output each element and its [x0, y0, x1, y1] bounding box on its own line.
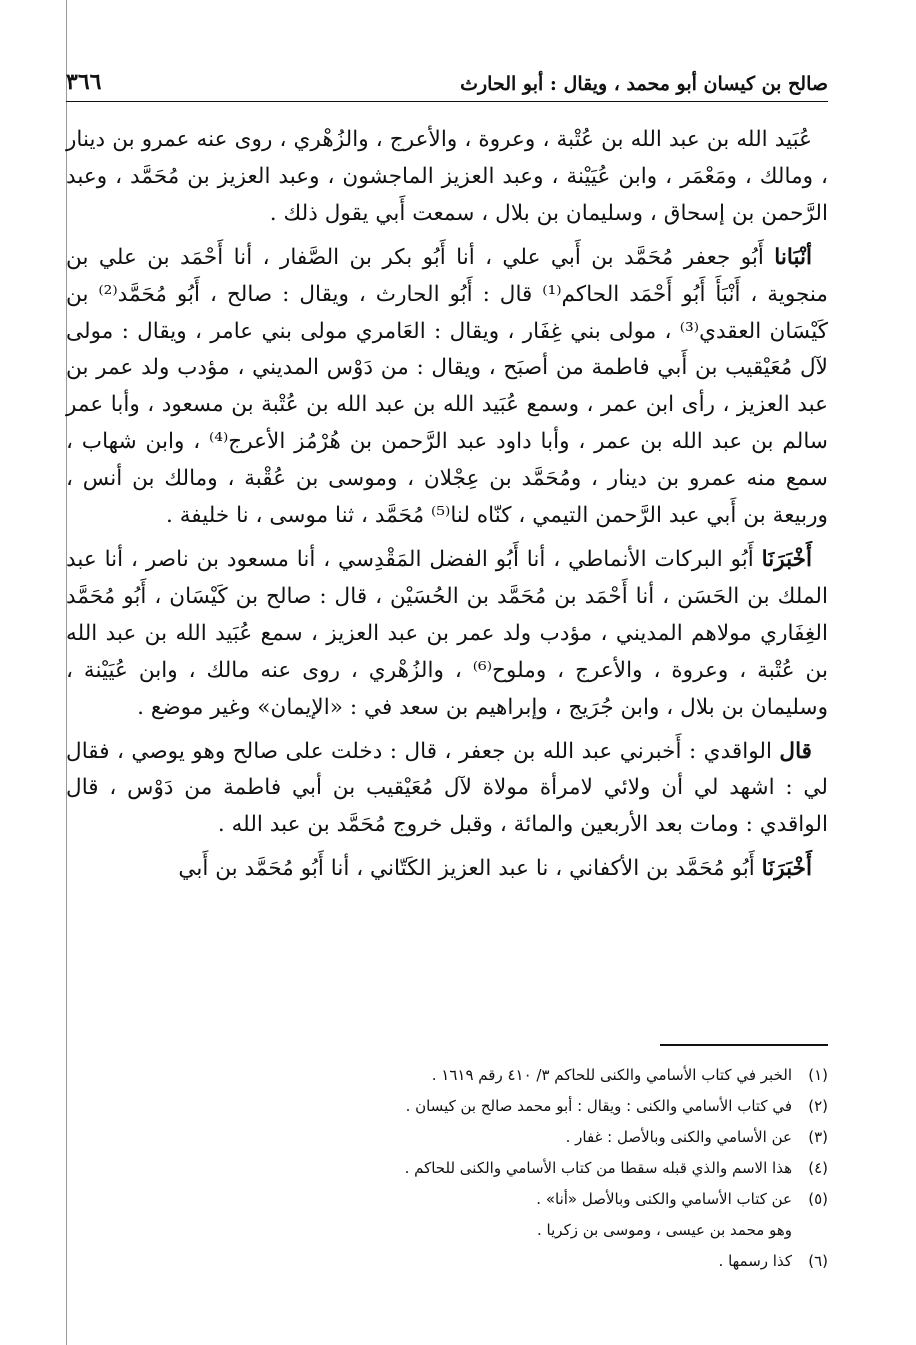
footnote-text: الخبر في كتاب الأسامي والكنى للحاكم ٣/ ٤١٠ رقم ١٦١٩ . — [431, 1066, 792, 1084]
footnote-text: عن الأسامي والكنى وبالأصل : غفار . — [565, 1128, 792, 1146]
footnotes — [106, 1060, 828, 1277]
page-number: ٣٦٦ — [66, 69, 102, 95]
paragraph — [66, 734, 828, 845]
footnote-text: عن كتاب الأسامي والكنى وبالأصل «أنا» . — [536, 1190, 792, 1208]
paragraph-text: أَبُو مُحَمَّد بن الأكفاني ، نا عبد العزيز الكَتّاني ، أنا أَبُو مُحَمَّد بن أَبي — [178, 856, 755, 882]
footnote — [106, 1246, 828, 1277]
footnote-text: وهو محمد بن عيسى ، وموسى بن زكريا . — [537, 1221, 792, 1239]
paragraph-lead: أنْبَانا — [774, 244, 812, 270]
footnote-separator — [660, 1044, 828, 1046]
paragraph — [66, 240, 828, 535]
book-page — [66, 0, 828, 1345]
footnote-number: (٤) — [808, 1159, 828, 1177]
footnote-number: (٥) — [808, 1190, 828, 1208]
footnote — [106, 1184, 828, 1215]
paragraph-lead: أَخْبَرَنَا — [761, 546, 812, 572]
footnote-number: (١) — [808, 1066, 828, 1084]
footnote-number: (٣) — [808, 1128, 828, 1146]
paragraph-text: عُبَيد الله بن عبد الله بن عُتْبة ، وعروة ، والأعرج ، والزُهْري ، روى عنه عمرو بن دينار ، ومالك ، ومَعْمَر ، وابن عُيَيْنة ، وعبد العزيز الماجشون ، وعبد العزيز بن مُحَمَّد ، وعبد الرَّحمن بن إسحاق ، وسليمان بن بلال ، سمعت أَبي يقول ذلك . — [66, 127, 828, 226]
main-text — [66, 122, 828, 895]
footnote-text: هذا الاسم والذي قبله سقطا من كتاب الأسامي والكنى للحاكم . — [404, 1159, 792, 1177]
footnote — [106, 1060, 828, 1091]
footnote-continuation — [106, 1215, 828, 1246]
footnote — [106, 1122, 828, 1153]
running-title: صالح بن كيسان أبو محمد ، ويقال : أبو الحارث — [460, 73, 828, 95]
paragraph — [66, 542, 828, 727]
page-header — [66, 62, 828, 102]
footnote — [106, 1153, 828, 1184]
footnote-number: (٦) — [808, 1252, 828, 1270]
footnote-number: (٢) — [808, 1097, 828, 1115]
paragraph-text: الواقدي : أَخبرني عبد الله بن جعفر ، قال : دخلت على صالح وهو يوصي ، فقال لي : اشهد لي أن ولائي لامرأة مولاة لآل مُعَيْقيب بن أبي فاطمة من دَوْس ، قال الواقدي : ومات بعد الأربعين والمائة ، وقبل خروج مُحَمَّد بن عبد الله . — [66, 738, 828, 838]
footnote — [106, 1091, 828, 1122]
paragraph-text: أَبُو البركات الأنماطي ، أنا أَبُو الفضل المَقْدِسي ، أنا مسعود بن ناصر ، أنا عبد الملك بن الحَسَن ، أنا أَحْمَد بن مُحَمَّد بن الحُسَيْن ، قال : صالح بن كَيْسَان ، أَبُو مُحَمَّد الغِفَاري مولاهم المديني ، مؤدب ولد عمر بن عبد العزيز ، سمع عُبَيد الله بن عبد الله بن عُتْبة ، وعروة ، والأعرج ، وملوح⁽⁶⁾ ، والزُهْري ، روى عنه مالك ، وابن عُيَيْنة ، وسليمان بن بلال ، وابن جُرَيج ، وإبراهيم بن سعد في : «الإيمان» وغير موضع . — [66, 546, 828, 720]
paragraph — [66, 851, 828, 888]
paragraph — [66, 122, 828, 233]
paragraph-text: أَبُو جعفر مُحَمَّد بن أَبي علي ، أنا أَبُو بكر بن الصَّفار ، أنا أَحْمَد بن علي بن منجوية ، أَنْبَأَ أَبُو أَحْمَد الحاكم⁽¹⁾ قال : أَبُو الحارث ، ويقال : صالح ، أَبُو مُحَمَّد⁽²⁾ بن كَيْسَان العقدي⁽³⁾ ، مولى بني غِفَار ، ويقال : العَامري مولى بني عامر ، ويقال : مولى لآل مُعَيْقيب بن أَبي فاطمة من أصبَح ، ويقال : من دَوْس المديني ، مؤدب ولد عمر بن عبد العزيز ، رأى ابن عمر ، وسمع عُبَيد الله بن عبد الله بن عُتْبة بن مسعود ، وأبا عمر سالم بن عبد الله بن عمر ، وأبا داود عبد الرَّحمن بن هُرْمُز الأعرج⁽⁴⁾ ، وابن شهاب ، سمع منه عمرو بن دينار ، ومُحَمَّد بن عِجْلان ، وموسى بن عُقْبة ، ومالك بن أنس ، وربيعة بن أَبي عبد الرَّحمن التيمي ، كنّاه لنا⁽⁵⁾ مُحَمَّد ، ثنا موسى ، نا خليفة . — [66, 244, 829, 529]
footnote-number — [792, 1215, 828, 1246]
paragraph-lead: قال — [779, 738, 812, 764]
footnote-text: في كتاب الأسامي والكنى : ويقال : أبو محمد صالح بن كيسان . — [405, 1097, 792, 1115]
paragraph-lead: أَخْبَرَنَا — [761, 856, 812, 882]
footnote-text: كذا رسمها . — [718, 1252, 792, 1270]
